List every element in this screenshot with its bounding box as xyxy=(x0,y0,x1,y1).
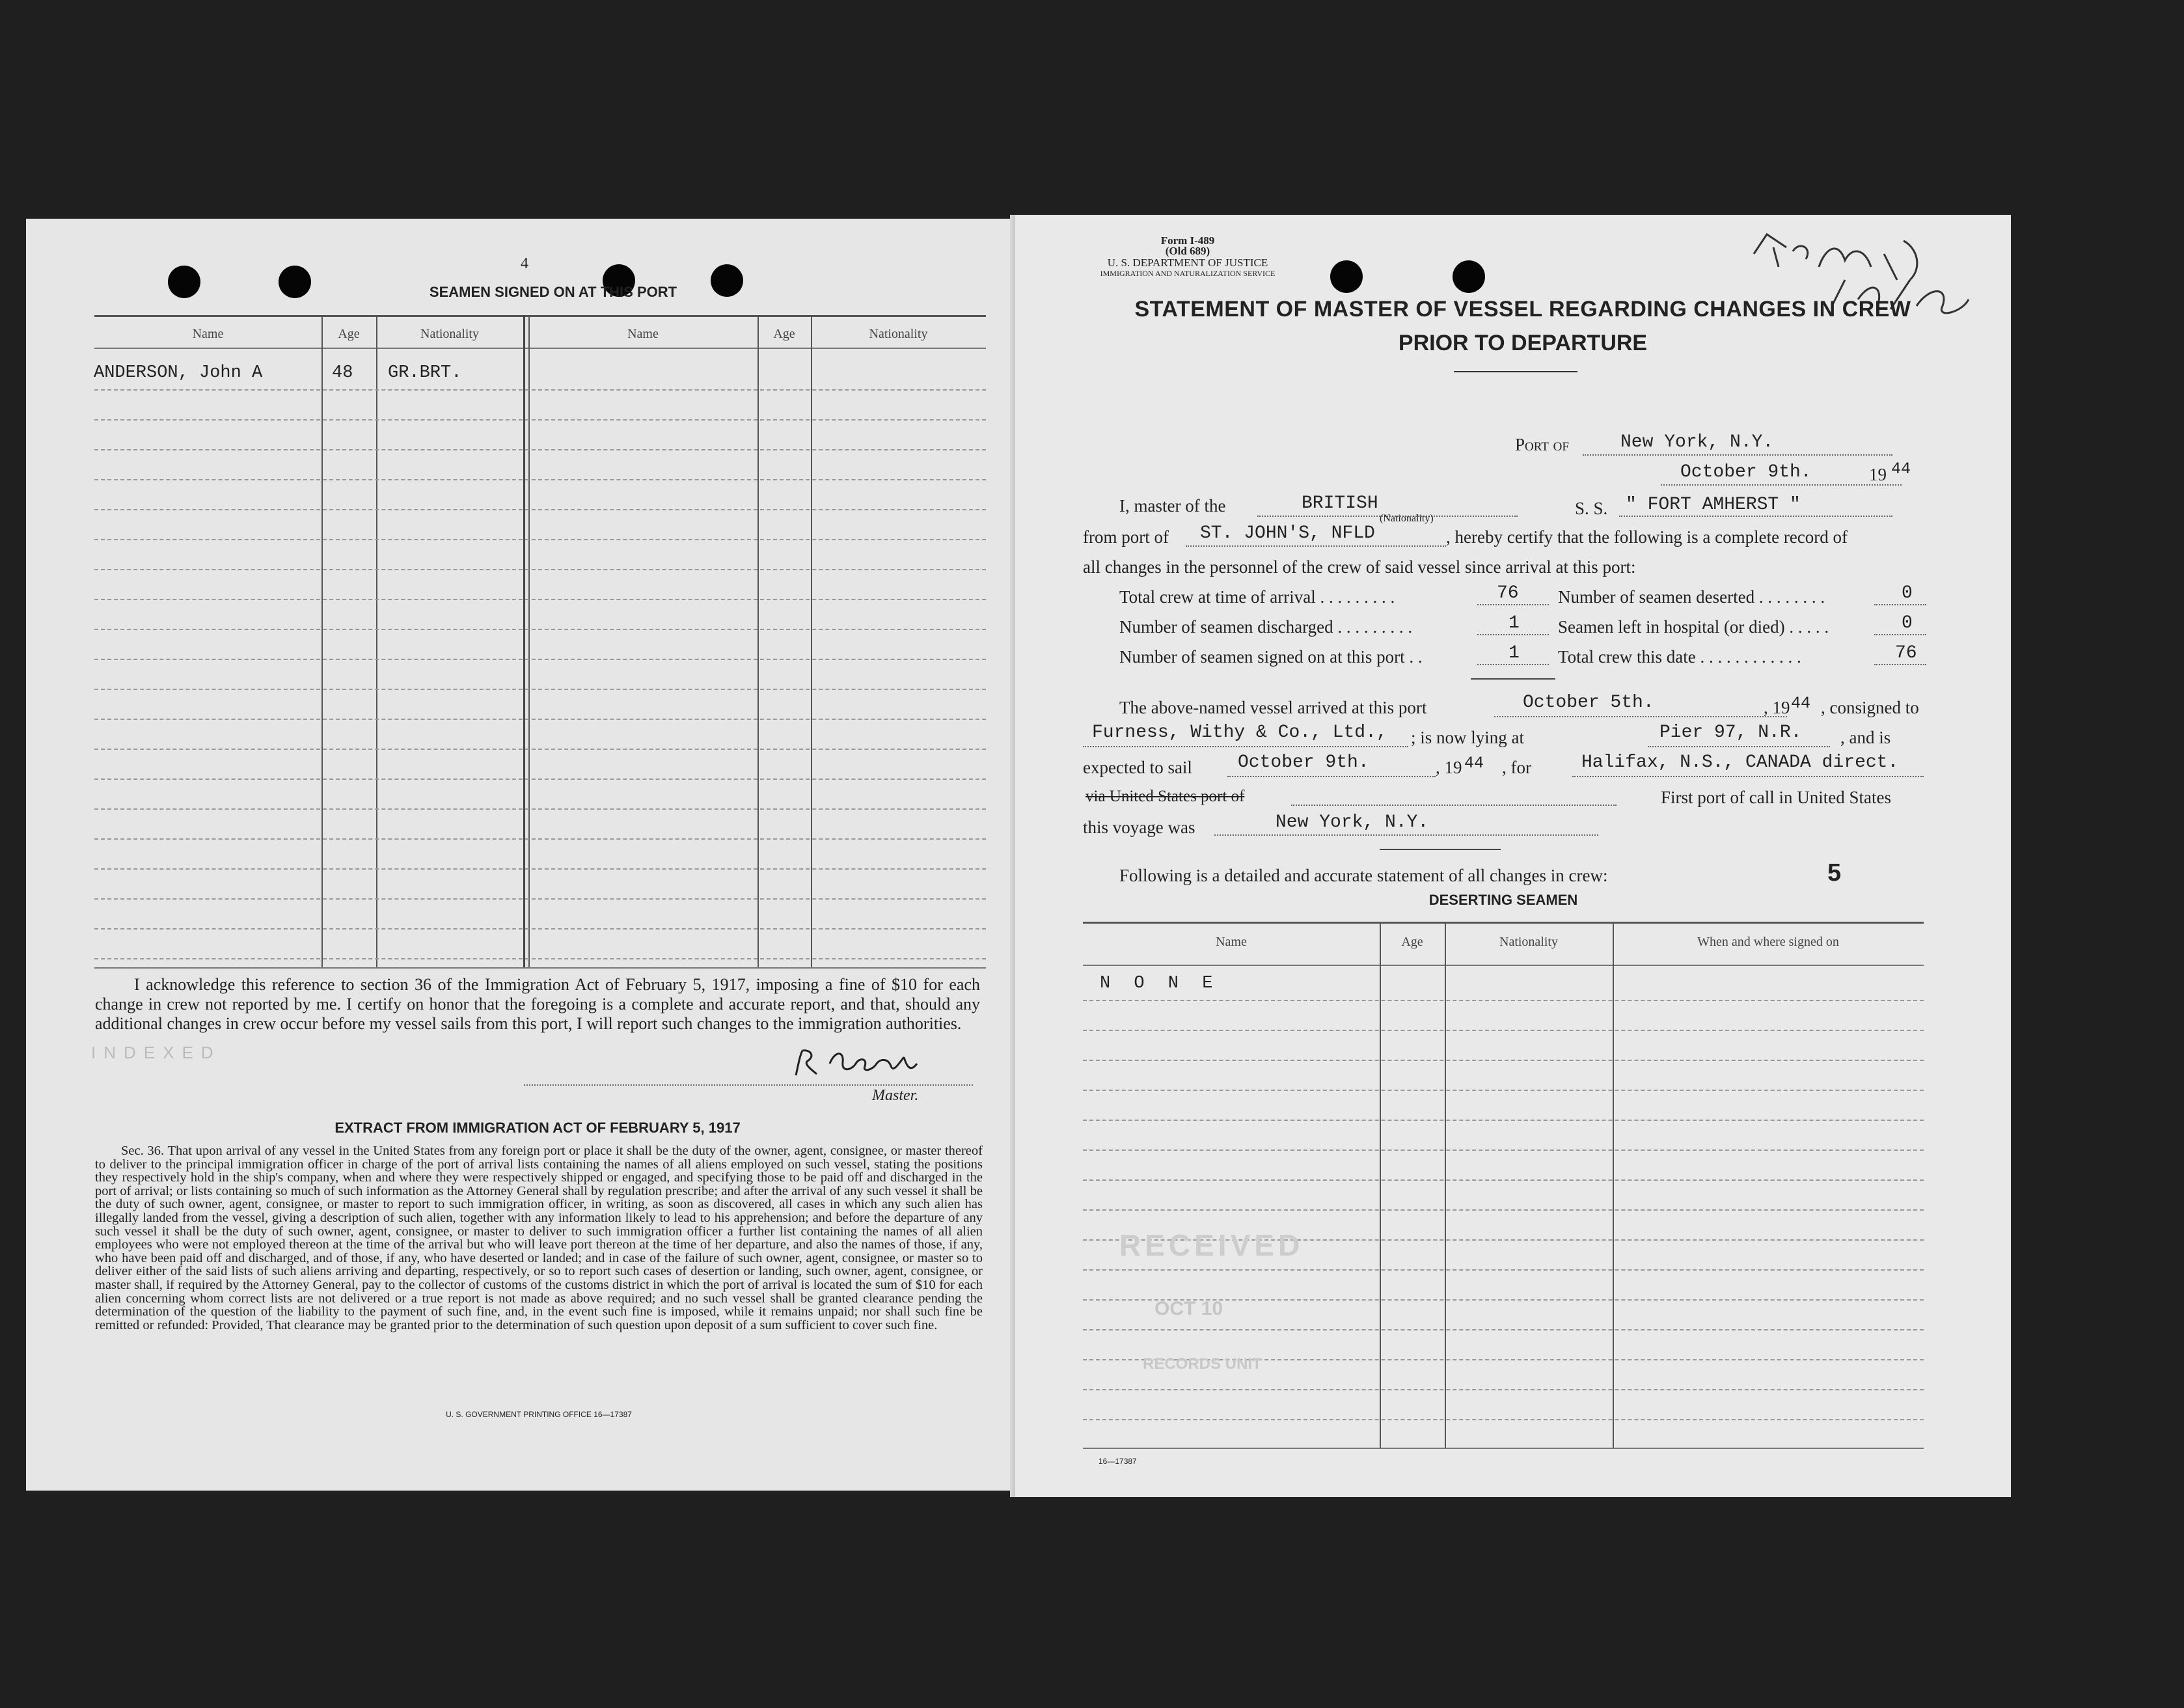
page-number: 5 xyxy=(1827,859,1842,887)
form-title-line1: STATEMENT OF MASTER OF VESSEL REGARDING CHANGES IN CREW xyxy=(1134,297,1911,322)
column-header: Nationality xyxy=(869,327,928,341)
column-header: Name xyxy=(627,327,659,341)
received-stamp: RECEIVED xyxy=(1119,1228,1304,1262)
sail-year-prefix: , 19 xyxy=(1436,758,1462,777)
from-port-value: ST. JOHN'S, NFLD xyxy=(1200,523,1375,544)
table-top-rule xyxy=(94,315,986,317)
total-today-label: Total crew this date . . . . . . . . . . . . xyxy=(1558,647,1801,667)
lying-label: ; is now lying at xyxy=(1411,728,1524,747)
table-bottom-rule xyxy=(1083,1448,1924,1449)
date-underline xyxy=(1661,484,1902,486)
table-top-rule xyxy=(1083,922,1924,924)
and-is-text: , and is xyxy=(1840,728,1891,747)
discharged-label: Number of seamen discharged . . . . . . . . . xyxy=(1119,617,1413,637)
ship-name: " FORT AMHERST " xyxy=(1626,495,1801,515)
sail-date: October 9th. xyxy=(1238,752,1369,773)
port-label: Port of xyxy=(1515,435,1569,454)
via-underline xyxy=(1291,805,1617,806)
form-number: Form I-489 xyxy=(1160,234,1215,247)
total-today-value: 76 xyxy=(1895,643,1917,663)
hospital-label: Seamen left in hospital (or died) . . . . . xyxy=(1558,617,1829,637)
column-header: Age xyxy=(773,327,795,341)
table-row-rule xyxy=(94,868,986,870)
form-title-line2: PRIOR TO DEPARTURE xyxy=(1398,331,1648,355)
table-row-rule xyxy=(1083,1060,1924,1061)
from-port-underline xyxy=(1186,545,1446,547)
via-label: via United States port of xyxy=(1085,788,1245,805)
certify-text-2: all changes in the personnel of the crew of said vessel since arrival at this port: xyxy=(1083,557,1636,577)
table-row-rule xyxy=(1083,1120,1924,1121)
table-bottom-rule xyxy=(94,967,986,969)
table-row-rule xyxy=(1083,1209,1924,1211)
section-rule xyxy=(1380,849,1501,850)
indexed-stamp: INDEXED xyxy=(91,1043,221,1062)
stat-underline xyxy=(1874,604,1926,605)
punch-hole xyxy=(1330,260,1363,293)
table-row-rule xyxy=(94,689,986,690)
title-underline xyxy=(1454,371,1577,372)
crew-age-cell: 48 xyxy=(332,363,353,383)
stat-underline xyxy=(1874,634,1926,635)
deserting-title: DESERTING SEAMEN xyxy=(1428,892,1578,908)
nationality-caption: (Nationality) xyxy=(1380,513,1434,524)
following-text: Following is a detailed and accurate statement of all changes in crew: xyxy=(1119,866,1608,885)
table-row-rule xyxy=(94,449,986,450)
expected-label: expected to sail xyxy=(1083,758,1192,777)
extract-title: EXTRACT FROM IMMIGRATION ACT OF FEBRUARY 5, 1917 xyxy=(334,1120,741,1136)
table-row-rule xyxy=(94,928,986,930)
port-value: New York, N.Y. xyxy=(1620,432,1774,452)
table-row-rule xyxy=(94,569,986,570)
service-name: IMMIGRATION AND NATURALIZATION SERVICE xyxy=(1100,269,1276,278)
statement-year: 44 xyxy=(1891,460,1911,478)
table-header-rule xyxy=(1083,965,1924,966)
form-old-number: (Old 689) xyxy=(1165,245,1210,257)
column-header: Age xyxy=(338,327,360,341)
page-number: 4 xyxy=(521,255,528,272)
table-row-rule xyxy=(1083,1419,1924,1420)
arrived-label: The above-named vessel arrived at this port xyxy=(1119,698,1427,717)
table-row-rule xyxy=(94,539,986,540)
sail-year: 44 xyxy=(1464,754,1484,773)
first-port-underline xyxy=(1214,834,1598,836)
table-row-rule xyxy=(1083,1030,1924,1031)
total-crew-arrival-label: Total crew at time of arrival . . . . . . . . . xyxy=(1119,587,1395,607)
discharged-value: 1 xyxy=(1508,613,1520,633)
punch-hole xyxy=(279,266,311,298)
acknowledgement-text: I acknowledge this reference to section 36 of the Immigration Act of February 5, 1917, imposing a fine of $10 for each change in crew not reported by me. I certify on honor that the foregoing is a complete and accurate report, and that, should any additional changes in crew occur before my vessel sails from this port, I will report such changes to the immigration authorities. xyxy=(95,975,980,1033)
right-page xyxy=(1015,215,2011,1497)
consignee: Furness, Withy & Co., Ltd., xyxy=(1092,723,1387,743)
table-row-rule xyxy=(94,389,986,391)
table-row-rule xyxy=(94,958,986,959)
department-name: U. S. DEPARTMENT OF JUSTICE xyxy=(1107,256,1268,269)
sail-date-underline xyxy=(1227,776,1436,777)
table-row-rule xyxy=(1083,1389,1924,1390)
table-row-rule xyxy=(94,778,986,780)
table-row-rule xyxy=(94,599,986,600)
column-header: Nationality xyxy=(1499,935,1558,949)
vessel-nationality: BRITISH xyxy=(1302,493,1378,514)
crew-name-cell: ANDERSON, John A xyxy=(94,363,263,383)
table-row-rule xyxy=(94,659,986,660)
lying-value: Pier 97, N.R. xyxy=(1659,723,1802,743)
ss-label: S. S. xyxy=(1575,499,1608,518)
table-row-rule xyxy=(94,629,986,630)
year-prefix: 19 xyxy=(1869,465,1887,484)
arrived-underline xyxy=(1494,716,1787,717)
punch-hole xyxy=(1453,260,1485,293)
column-header: Nationality xyxy=(420,327,479,341)
for-label: , for xyxy=(1502,758,1531,777)
column-header: Name xyxy=(192,327,224,341)
deserter-name-cell: N O N E xyxy=(1100,974,1220,993)
column-header: Name xyxy=(1216,935,1247,949)
master-label: I, master of the xyxy=(1119,496,1226,516)
left-page xyxy=(26,219,1015,1491)
voyage-label: this voyage was xyxy=(1083,818,1195,837)
arrived-year-prefix: , 19 xyxy=(1764,698,1790,717)
arrived-year: 44 xyxy=(1791,694,1811,713)
total-crew-arrival-value: 76 xyxy=(1497,583,1519,603)
certify-text: , hereby certify that the following is a complete record of xyxy=(1446,527,1848,547)
statement-date: October 9th. xyxy=(1680,462,1812,482)
arrived-date: October 5th. xyxy=(1523,693,1654,713)
form-number-block xyxy=(1139,236,1236,256)
printer-line: U. S. GOVERNMENT PRINTING OFFICE 16—17387 xyxy=(446,1410,632,1419)
received-stamp-unit: RECORDS UNIT xyxy=(1143,1355,1262,1373)
extract-text: Sec. 36. That upon arrival of any vessel in the United States from any foreign port or place it shall be the duty of the owner, agent, consignee, or master thereof to deliver to the principal immigration officer in charge of the port of arrival lists containing the names of all aliens employed on such vessel, stating the positions they respectively hold in the ship's company, when and where they were respectively shipped or engaged, and specifying those to be paid off and discharged in the port of arrival; or lists containing so much of such information as the Attorney General shall by regulation prescribe; and after the arrival of any such vessel it shall be the duty of such owner, agent, consignee, or master to report to such immigration officer, in writing, as soon as discovered, all cases in which any such alien has illegally landed from the vessel, giving a description of such alien, together with any information likely to lead to his apprehension; and before the departure of any such vessel it shall be the duty of such owner, agent, consignee, or master to deliver to such immigration officer a further list containing the names of all alien employees who were not employed thereon at the time of the arrival but who will leave port thereon at the time of her departure, and also the names of those, if any, who have been paid off and discharged, and of those, if any, who have deserted or landed; and in case of the failure of such owner, agent, consignee, or master so to deliver either of the said lists of such aliens arriving and departing, respectively, or so to report such cases of desertion or landing, such owner, agent, consignee, or master shall, if required by the Attorney General, pay to the collector of customs of the customs district in which the port of arrival is located the sum of $10 for each alien concerning whom correct lists are not delivered or a true report is not made as above required; and no such vessel shall be granted clearance pending the determination of the question of the liability to the payment of such fine, and, in the event such fine is imposed, while it remains unpaid; nor shall such fine be remitted or refunded: Provided, That clearance may be granted prior to the determination of such question upon deposit of a sum sufficient to cover such fine. xyxy=(95,1144,983,1332)
ship-underline xyxy=(1619,516,1892,517)
port-underline xyxy=(1583,454,1892,456)
table-row-rule xyxy=(1083,1269,1924,1271)
table-row-rule xyxy=(94,719,986,720)
signed-on-value: 1 xyxy=(1508,643,1520,663)
lying-underline xyxy=(1648,746,1830,747)
table-header-rule xyxy=(94,348,986,349)
stat-rule xyxy=(1471,678,1555,680)
table-row-rule xyxy=(1083,1000,1924,1001)
deserted-value: 0 xyxy=(1902,583,1913,603)
deserted-label: Number of seamen deserted . . . . . . . . xyxy=(1558,587,1825,607)
consigned-label: , consigned to xyxy=(1821,698,1919,717)
table-row-rule xyxy=(94,749,986,750)
table-row-rule xyxy=(94,419,986,420)
first-port-label: First port of call in United States xyxy=(1661,788,1891,807)
column-header: When and where signed on xyxy=(1697,935,1839,949)
table-row-rule xyxy=(94,898,986,900)
section-title: SEAMEN SIGNED ON AT THIS PORT xyxy=(429,284,677,300)
master-caption: Master. xyxy=(872,1087,919,1104)
table-row-rule xyxy=(1083,1150,1924,1151)
table-row-rule xyxy=(94,509,986,510)
destination-underline xyxy=(1572,776,1924,777)
destination: Halifax, N.S., CANADA direct. xyxy=(1581,752,1899,773)
signed-on-label: Number of seamen signed on at this port . . xyxy=(1119,647,1423,667)
table-row-rule xyxy=(1083,1090,1924,1091)
stat-underline xyxy=(1477,634,1549,635)
stat-underline xyxy=(1477,604,1549,605)
department-block xyxy=(1090,258,1285,279)
table-row-rule xyxy=(1083,1179,1924,1181)
table-row-rule xyxy=(94,808,986,810)
consignee-underline xyxy=(1083,746,1408,747)
stat-underline xyxy=(1874,664,1926,665)
signature-line xyxy=(524,1084,973,1086)
hospital-value: 0 xyxy=(1902,613,1913,633)
from-port-label: from port of xyxy=(1083,527,1169,547)
table-row-rule xyxy=(94,838,986,840)
first-port-value: New York, N.Y. xyxy=(1276,812,1429,833)
stat-underline xyxy=(1477,664,1549,665)
column-header: Age xyxy=(1401,935,1423,949)
received-stamp-date: OCT 10 xyxy=(1154,1298,1223,1319)
table-row-rule xyxy=(94,479,986,480)
master-signature xyxy=(784,1044,979,1083)
crew-nationality-cell: GR.BRT. xyxy=(388,363,462,383)
punch-hole xyxy=(168,266,200,298)
footer-code: 16—17387 xyxy=(1099,1457,1137,1466)
table-row-rule xyxy=(1083,1329,1924,1330)
